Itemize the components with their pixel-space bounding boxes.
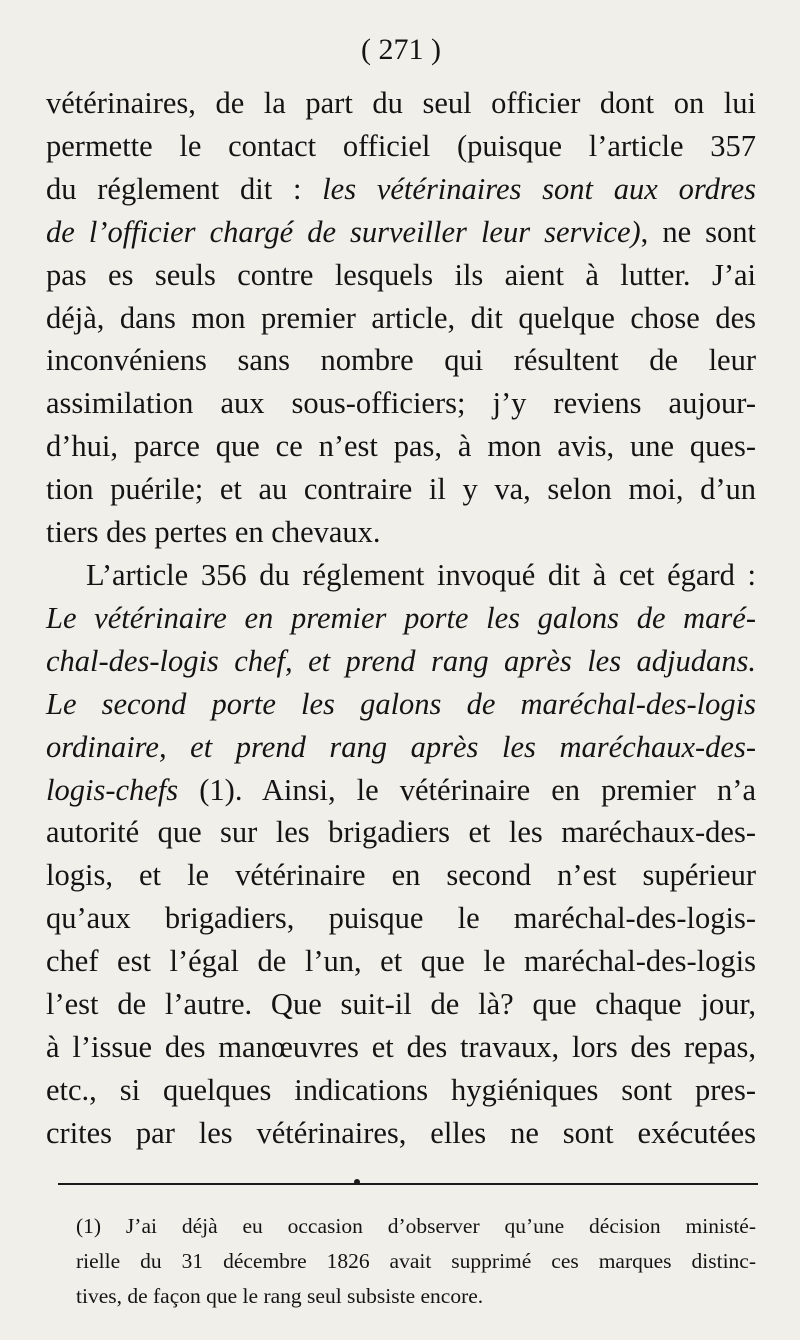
- footnote-line: rielle du 31 décembre 1826 avait supprimé ces marques distinc-: [76, 1248, 756, 1273]
- text-line: chef est l’égal de l’un, et que le maréchal-des-logis: [46, 944, 756, 979]
- text-line: pas es seuls contre lesquels ils aient à lutter. J’ai: [46, 257, 756, 292]
- text-line: [46, 211, 756, 254]
- body-text: [46, 82, 756, 1155]
- text-line: etc., si quelques indications hygiéniques sont pres-: [46, 1072, 756, 1107]
- italic-quote: logis-chefs: [46, 772, 179, 807]
- text-line: à l’issue des manœuvres et des travaux, lors des repas,: [46, 1029, 756, 1064]
- footnote: [46, 1209, 756, 1314]
- text-line: l’est de l’autre. Que suit-il de là? que chaque jour,: [46, 987, 756, 1022]
- text-line: qu’aux brigadiers, puisque le maréchal-des-logis-: [46, 901, 756, 936]
- text-line: déjà, dans mon premier article, dit quelque chose des: [46, 300, 756, 335]
- text-line: ordinaire, et prend rang après les maréchaux-des-: [46, 729, 756, 764]
- paragraph-end-line: tiers des pertes en chevaux.: [46, 515, 381, 550]
- text-segment: , ne sont: [640, 214, 756, 249]
- italic-quote: les vétérinaires sont aux ordres: [322, 171, 756, 206]
- text-line: vétérinaires, de la part du seul officier dont on lui: [46, 86, 756, 120]
- footnote-line: (1) J’ai déjà eu occasion d’observer qu’une décision ministé-: [76, 1213, 756, 1238]
- text-line: [46, 769, 756, 812]
- paragraph-start-line: L’article 356 du réglement invoqué dit à cet égard :: [86, 557, 756, 592]
- text-line: Le vétérinaire en premier porte les galons de maré-: [46, 600, 756, 635]
- text-line: assimilation aux sous-officiers; j’y reviens aujour-: [46, 386, 756, 421]
- text-line: crites par les vétérinaires, elles ne sont exécutées: [46, 1115, 756, 1150]
- text-line: permette le contact officiel (puisque l’article 357: [46, 128, 756, 163]
- text-line: d’hui, parce que ce n’est pas, à mon avis, une ques-: [46, 429, 756, 464]
- text-segment: du réglement dit :: [46, 171, 323, 206]
- footnote-separator: [58, 1183, 758, 1185]
- text-line: inconvéniens sans nombre qui résultent de leur: [46, 343, 756, 378]
- text-line: autorité que sur les brigadiers et les maréchaux-des-: [46, 815, 756, 850]
- page-number: ( 271 ): [361, 33, 441, 66]
- text-line: tion puérile; et au contraire il y va, selon moi, d’un: [46, 472, 756, 507]
- separator-dot: [354, 1179, 360, 1185]
- text-segment: (1). Ainsi, le vétérinaire en premier n’a: [178, 772, 756, 807]
- italic-quote: de l’officier chargé de surveiller leur service): [46, 214, 641, 249]
- text-line: Le second porte les galons de maréchal-des-logis: [46, 686, 756, 721]
- text-line: chal-des-logis chef, et prend rang après les adjudans.: [46, 643, 756, 678]
- footnote-line: tives, de façon que le rang seul subsiste encore.: [76, 1283, 484, 1308]
- text-line: logis, et le vétérinaire en second n’est supérieur: [46, 858, 756, 893]
- text-line: [46, 168, 756, 211]
